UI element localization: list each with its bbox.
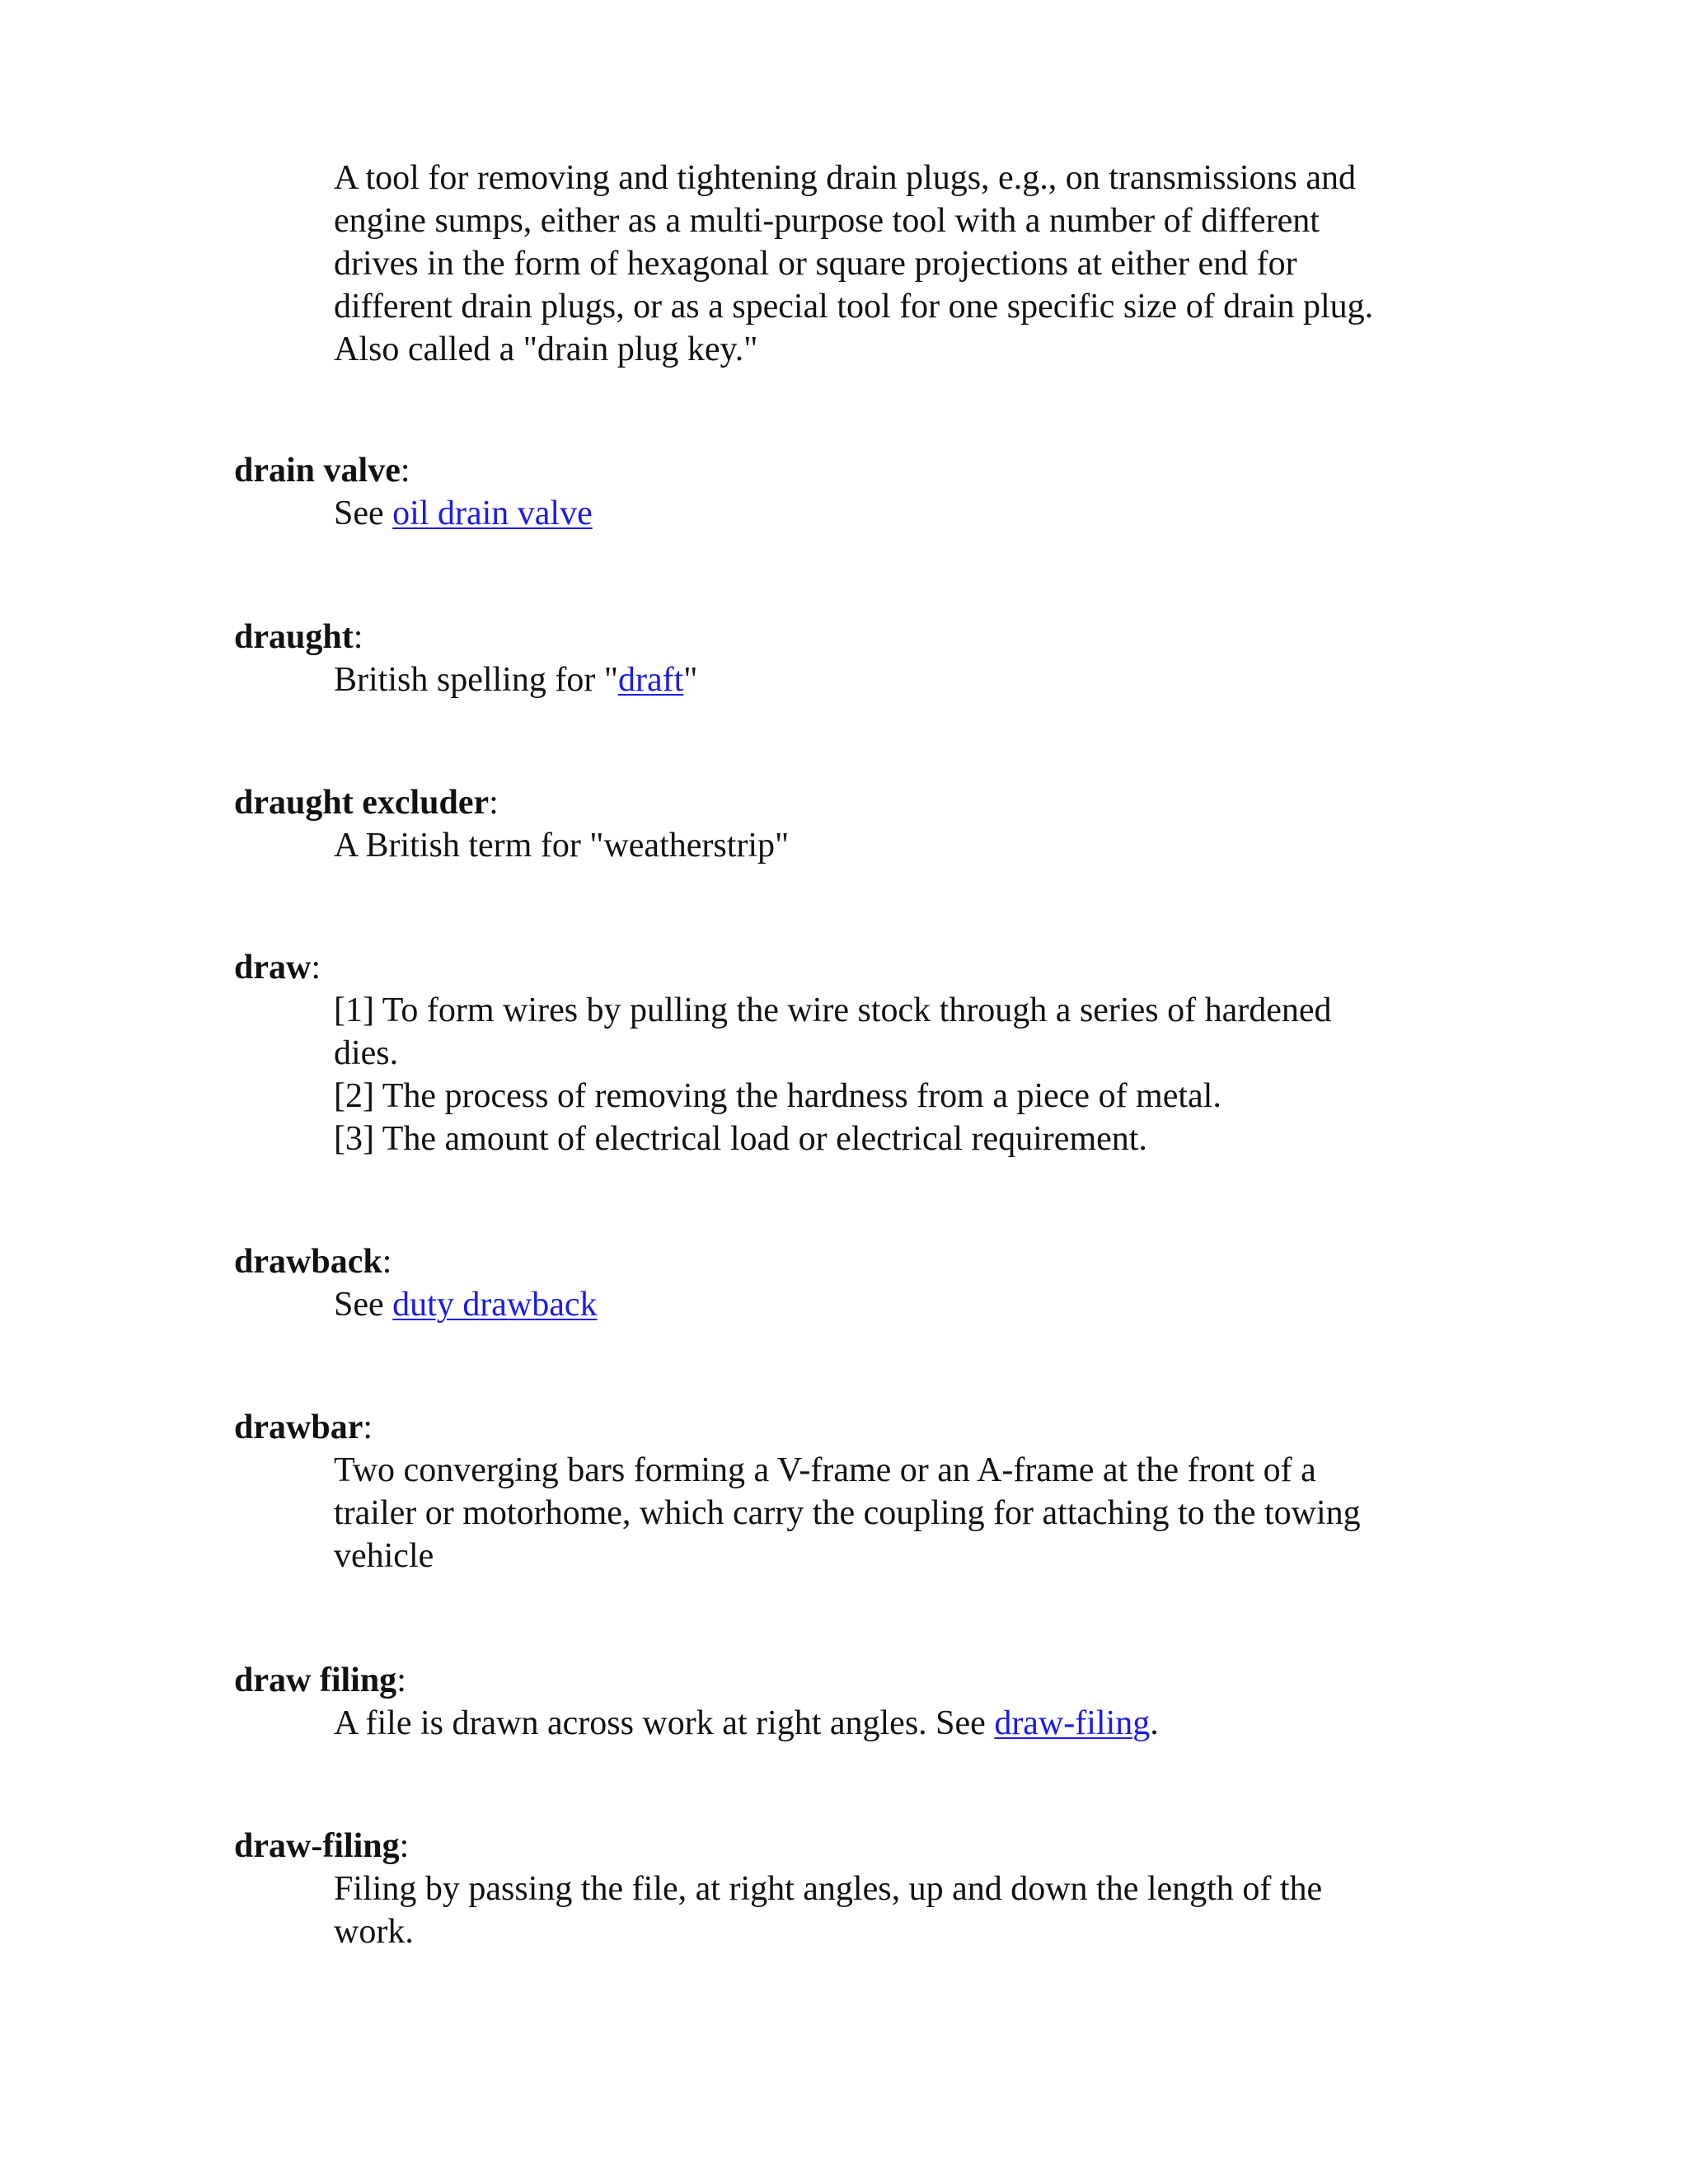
term-colon: : [353, 618, 363, 656]
cross-reference-link[interactable]: oil drain valve [392, 494, 593, 532]
definition-text: [3] The amount of electrical load or electrical requirement. [334, 1120, 1147, 1158]
definition [334, 1449, 1471, 1577]
definition-line [334, 1283, 1471, 1326]
term-colon: : [489, 784, 499, 822]
definition-text: Also called a "drain plug key." [334, 330, 758, 368]
definition-text: A file is drawn across work at right angles. See [334, 1704, 995, 1742]
definition-line [334, 658, 1471, 701]
definition-text: . [1150, 1704, 1159, 1742]
definition-line [334, 1702, 1471, 1745]
definition-line [334, 492, 1471, 535]
definition-line [334, 1910, 1471, 1953]
definition-text: " [683, 661, 698, 699]
definition-text: See [334, 1286, 393, 1324]
glossary-entry [234, 1240, 1470, 1326]
definition [334, 989, 1471, 1160]
glossary-term: draught excluder [234, 784, 490, 822]
definition [334, 157, 1471, 371]
definition-line [334, 1075, 1471, 1118]
term-colon: : [382, 1243, 392, 1281]
definition-text: different drain plugs, or as a special tool for one specific size of drain plug. [334, 288, 1374, 326]
definition-line [334, 328, 1471, 371]
definition-text: engine sumps, either as a multi-purpose tool with a number of different [334, 202, 1320, 240]
definition-text: trailer or motorhome, which carry the coupling for attaching to the towing [334, 1494, 1361, 1532]
term-colon: : [311, 949, 321, 987]
term-line [234, 1825, 1470, 1868]
definition-text: A tool for removing and tightening drain plugs, e.g., on transmissions and [334, 159, 1357, 197]
definition-text: [1] To form wires by pulling the wire stock through a series of hardened [334, 991, 1332, 1029]
definition [334, 658, 1471, 701]
definition-text: A British term for "weatherstrip" [334, 827, 790, 865]
definition-line [334, 157, 1471, 199]
definition-text: dies. [334, 1034, 399, 1072]
definition-line [334, 1449, 1471, 1492]
glossary-entry [234, 449, 1470, 535]
definition-line [334, 1868, 1471, 1910]
glossary-term: draw [234, 949, 312, 987]
glossary-entry [234, 157, 1470, 371]
glossary-term: draught [234, 618, 354, 656]
glossary-entry [234, 1406, 1470, 1577]
term-line [234, 781, 1470, 824]
definition-line [334, 1032, 1471, 1075]
definition [334, 1868, 1471, 1953]
definition-text: [2] The process of removing the hardness from a piece of metal. [334, 1077, 1221, 1115]
glossary-term: draw filing [234, 1661, 397, 1699]
definition-line [334, 1535, 1471, 1577]
term-line [234, 616, 1470, 658]
definition-text: vehicle [334, 1537, 434, 1575]
glossary-term: draw-filing [234, 1827, 400, 1865]
term-line [234, 1240, 1470, 1283]
term-colon: : [363, 1408, 373, 1446]
definition-text: See [334, 494, 393, 532]
term-colon: : [396, 1661, 406, 1699]
definition-line [334, 989, 1471, 1032]
definition [334, 824, 1471, 867]
cross-reference-link[interactable]: draw-filing [994, 1704, 1151, 1742]
definition-line [334, 1118, 1471, 1160]
definition-line [334, 824, 1471, 867]
definition [334, 1702, 1471, 1745]
glossary-entry [234, 946, 1470, 1160]
definition-line [334, 242, 1471, 285]
definition-line [334, 1492, 1471, 1535]
glossary-entry [234, 781, 1470, 867]
definition [334, 1283, 1471, 1326]
definition-text: Two converging bars forming a V-frame or an A-frame at the front of a [334, 1451, 1316, 1489]
definition-text: British spelling for " [334, 661, 618, 699]
definition-text: drives in the form of hexagonal or square projections at either end for [334, 245, 1297, 283]
term-line [234, 1659, 1470, 1702]
definition [334, 492, 1471, 535]
cross-reference-link[interactable]: duty drawback [392, 1286, 598, 1324]
term-line [234, 946, 1470, 989]
term-line [234, 1406, 1470, 1449]
definition-line [334, 285, 1471, 328]
definition-line [334, 199, 1471, 242]
definition-text: work. [334, 1913, 414, 1951]
glossary-term: drawbar [234, 1408, 363, 1446]
definition-text: Filing by passing the file, at right angles, up and down the length of the [334, 1870, 1323, 1908]
term-colon: : [399, 1827, 410, 1865]
glossary-entry [234, 1659, 1470, 1745]
glossary-term: drawback [234, 1243, 382, 1281]
cross-reference-link[interactable]: draft [617, 661, 684, 699]
glossary-entry [234, 1825, 1470, 1953]
term-line [234, 449, 1470, 492]
glossary-term: drain valve [234, 452, 401, 490]
term-colon: : [400, 452, 410, 490]
glossary-entry [234, 616, 1470, 701]
